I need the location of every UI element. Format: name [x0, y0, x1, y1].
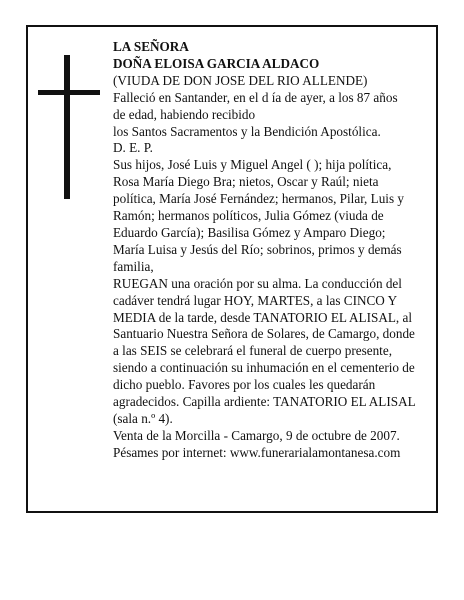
- death-line-2: de edad, habiendo recibido: [113, 106, 256, 122]
- request-paragraph: RUEGAN una oración por su alma. La conducción del cadáver tendrá lugar HOY, MARTES, a las CINCO Y MEDIA de la tarde, desde TANATORIO EL ALISAL, al Santuario Nuestra Señora de Solares, de Camargo, donde a las SEIS se celebrará el funeral de cuerpo presente, siendo a continuación su inhumación en el cementerio de dicho pueblo. Favores por los cuales les quedarán agradecidos. Capilla ardiente: TANATORIO EL ALISAL (sala n.º 4).: [113, 275, 416, 426]
- latin-cross-icon: [38, 55, 100, 199]
- sacraments-line: los Santos Sacramentos y la Bendición Apostólica.: [113, 123, 381, 139]
- title-line-1: LA SEÑORA: [113, 39, 189, 54]
- family-paragraph: Sus hijos, José Luis y Miguel Angel ( ); hija política, Rosa María Diego Bra; nietos, Oscar y Raúl; nieta política, María José Fernández; hermanos, Pilar, Luis y Ramón; hermanos políticos, Julia Gómez (viuda de Eduardo García); Basilisa Gómez y Amparo Diego; María Luisa y Jesús del Río; sobrinos, primos y demás familia,: [113, 157, 404, 274]
- obituary-text: [113, 39, 419, 462]
- dep-line: D. E. P.: [113, 140, 153, 156]
- widow-subtitle: (VIUDA DE DON JOSE DEL RIO ALLENDE): [113, 72, 368, 88]
- place-date-line: Venta de la Morcilla - Camargo, 9 de octubre de 2007.: [113, 427, 400, 443]
- cross-horizontal-bar: [38, 90, 100, 95]
- death-line-1: Falleció en Santander, en el d ía de ayer, a los 87 años: [113, 89, 398, 105]
- deceased-name: DOÑA ELOISA GARCIA ALDACO: [113, 55, 320, 71]
- condolences-line: Pésames por internet: www.funerarialamontanesa.com: [113, 444, 401, 460]
- cross-vertical-bar: [64, 55, 70, 199]
